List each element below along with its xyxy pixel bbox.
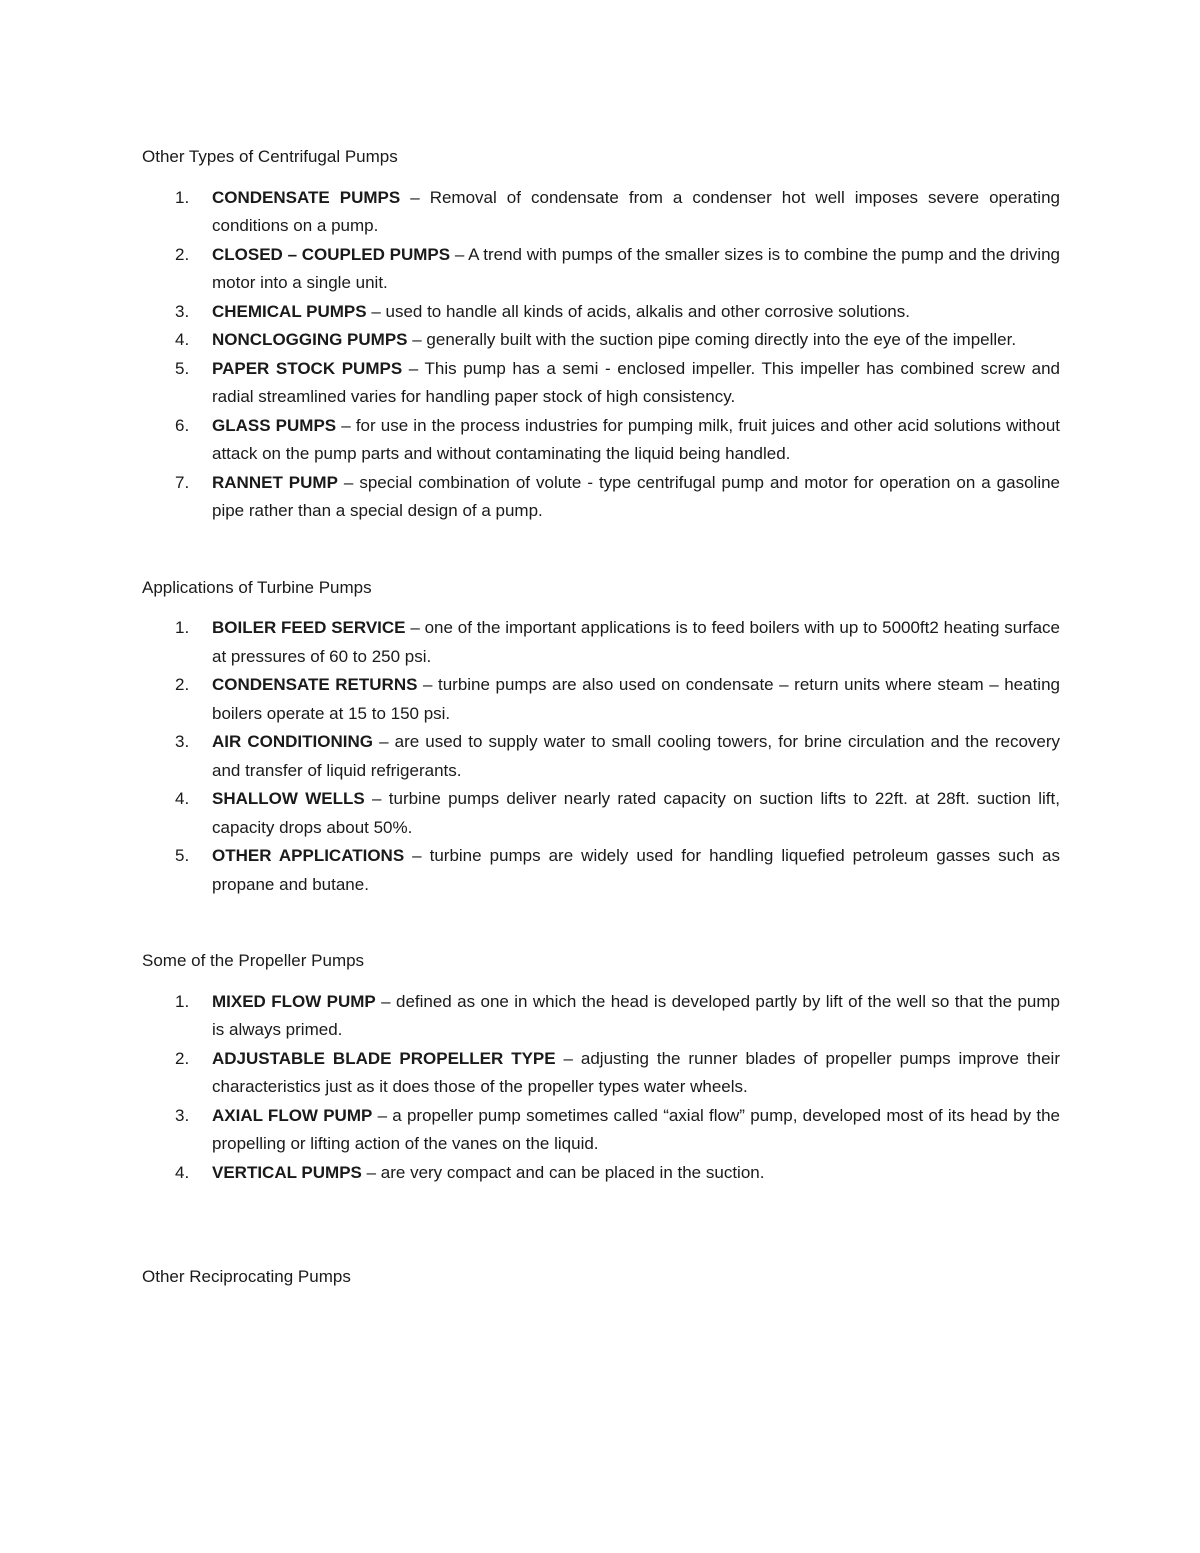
item-number: 1. — [175, 187, 190, 207]
section-heading: Some of the Propeller Pumps — [142, 951, 365, 970]
item-number: 2. — [175, 675, 190, 694]
centrifugal-pumps-list — [142, 184, 1060, 526]
item-description: – This pump has a semi - enclosed impeller. This impeller has combined screw and radial streamlined varies for handling paper stock of high consistency. — [212, 358, 1060, 406]
item-description: – turbine pumps are widely used for handling liquefied petroleum gasses such as propane and butane. — [212, 846, 1060, 894]
item-term: CLOSED – COUPLED PUMPS — [212, 244, 451, 264]
section-reciprocating-pumps — [142, 1263, 1060, 1292]
list-item — [142, 842, 1060, 899]
list-item — [142, 241, 1060, 298]
section-heading: Other Types of Centrifugal Pumps — [142, 147, 398, 166]
item-description: – one of the important applications is to feed boilers with up to 5000ft2 heating surface at pressures of 60 to 250 psi. — [212, 618, 1060, 666]
list-item — [142, 184, 1060, 241]
item-term: ADJUSTABLE BLADE PROPELLER TYPE — [212, 1048, 556, 1068]
item-description: – defined as one in which the head is developed partly by lift of the well so that the pump is always primed. — [212, 991, 1060, 1039]
list-item — [142, 785, 1060, 842]
item-number: 1. — [175, 618, 190, 637]
item-term: VERTICAL PUMPS — [212, 1162, 362, 1182]
item-description: – A trend with pumps of the smaller sizes is to combine the pump and the driving motor into a single unit. — [212, 244, 1060, 292]
item-number: 1. — [175, 991, 190, 1011]
item-term: SHALLOW WELLS — [212, 789, 365, 808]
item-term: OTHER APPLICATIONS — [212, 846, 405, 865]
item-description: – turbine pumps deliver nearly rated capacity on suction lifts to 22ft. at 28ft. suction lift, capacity drops about 50%. — [212, 789, 1060, 837]
section-centrifugal-pumps — [142, 143, 1060, 526]
item-term: PAPER STOCK PUMPS — [212, 358, 403, 378]
list-item — [142, 469, 1060, 526]
section-heading: Other Reciprocating Pumps — [142, 1267, 351, 1286]
item-number: 3. — [175, 301, 190, 321]
list-item — [142, 1102, 1060, 1159]
item-number: 5. — [175, 358, 190, 378]
item-term: RANNET PUMP — [212, 472, 338, 492]
item-number: 4. — [175, 789, 190, 808]
item-description: – adjusting the runner blades of propeller pumps improve their characteristics just as it does those of the propeller types water wheels. — [212, 1048, 1060, 1096]
item-description: – for use in the process industries for pumping milk, fruit juices and other acid solutions without attack on the pump parts and without contaminating the liquid being handled. — [212, 415, 1060, 463]
item-description: – a propeller pump sometimes called “axial flow” pump, developed most of its head by the propelling or lifting action of the vanes on the liquid. — [212, 1105, 1060, 1153]
item-term: NONCLOGGING PUMPS — [212, 330, 408, 349]
list-item — [142, 988, 1060, 1045]
item-number: 6. — [175, 415, 190, 435]
list-item — [142, 412, 1060, 469]
item-number: 3. — [175, 732, 190, 751]
item-number: 2. — [175, 1048, 190, 1068]
list-item — [142, 728, 1060, 785]
document-body — [142, 143, 1060, 1304]
list-item — [142, 671, 1060, 728]
item-description: – Removal of condensate from a condenser hot well imposes severe operating conditions on a pump. — [212, 187, 1060, 235]
list-item — [142, 326, 1060, 355]
list-item — [142, 1159, 1060, 1188]
item-term: CONDENSATE PUMPS — [212, 187, 401, 207]
item-term: CHEMICAL PUMPS — [212, 301, 367, 321]
item-term: AIR CONDITIONING — [212, 732, 373, 751]
item-term: AXIAL FLOW PUMP — [212, 1105, 373, 1125]
turbine-pumps-list — [142, 614, 1060, 899]
item-term: MIXED FLOW PUMP — [212, 991, 376, 1011]
item-description: – generally built with the suction pipe coming directly into the eye of the impeller. — [407, 330, 1017, 349]
item-term: GLASS PUMPS — [212, 415, 337, 435]
item-description: – are very compact and can be placed in the suction. — [361, 1162, 765, 1182]
item-term: BOILER FEED SERVICE — [212, 618, 406, 637]
item-description: – special combination of volute - type centrifugal pump and motor for operation on a gasoline pipe rather than a special design of a pump. — [212, 472, 1061, 520]
item-description: – turbine pumps are also used on condensate – return units where steam – heating boilers operate at 15 to 150 psi. — [212, 675, 1060, 723]
item-term: CONDENSATE RETURNS — [212, 675, 418, 694]
propeller-pumps-list — [142, 988, 1060, 1188]
section-heading: Applications of Turbine Pumps — [142, 577, 372, 597]
list-item — [142, 298, 1060, 327]
section-turbine-pumps — [142, 574, 1060, 900]
item-description: – used to handle all kinds of acids, alkalis and other corrosive solutions. — [366, 301, 910, 321]
list-item — [142, 355, 1060, 412]
item-number: 4. — [175, 330, 190, 349]
section-propeller-pumps — [142, 947, 1060, 1187]
list-item — [142, 614, 1060, 671]
item-number: 4. — [175, 1162, 190, 1182]
item-number: 7. — [175, 472, 190, 492]
item-description: – are used to supply water to small cooling towers, for brine circulation and the recovery and transfer of liquid refrigerants. — [212, 732, 1061, 780]
item-number: 2. — [175, 244, 190, 264]
list-item — [142, 1045, 1060, 1102]
item-number: 3. — [175, 1105, 190, 1125]
item-number: 5. — [175, 846, 190, 865]
